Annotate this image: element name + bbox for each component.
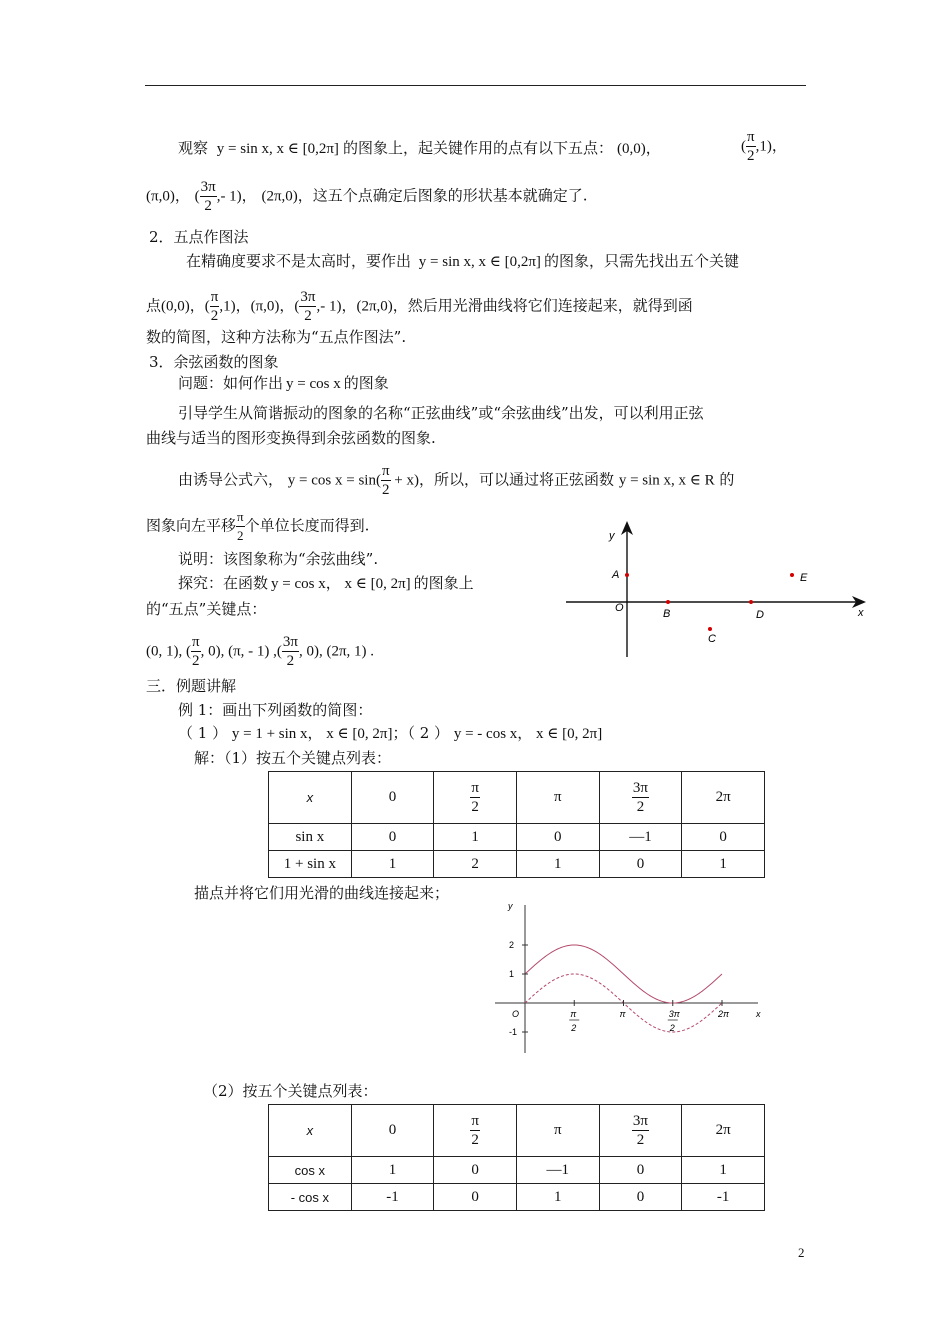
label-o: O: [615, 602, 624, 614]
table-cell: 0: [434, 1157, 517, 1184]
table-cell: 0: [434, 1184, 517, 1211]
y-tick-label: 1: [509, 969, 515, 979]
text: 由诱导公式六，: [178, 470, 284, 489]
fraction: [632, 1112, 649, 1149]
sine-graph-chart: [490, 895, 770, 1060]
table-header-row: [269, 772, 765, 824]
text: 观察: [178, 139, 209, 157]
text-line: 说明：该图象称为“余弦曲线”.: [178, 550, 379, 568]
table-cell: 0: [599, 1157, 682, 1184]
fraction: [236, 508, 245, 545]
y-axis-label: y: [609, 530, 615, 542]
para1-frac-pi2: [741, 128, 787, 165]
point-e: [790, 573, 794, 577]
fraction: [470, 779, 480, 816]
denominator: 2: [204, 198, 212, 214]
table-cell: 1: [516, 1184, 599, 1211]
section2-line1: [186, 251, 739, 272]
math-expr: y = cos x = sin(: [287, 472, 381, 489]
text: 的图象上: [413, 574, 474, 592]
key-points-table-2: [268, 1104, 765, 1211]
label-b: B: [663, 608, 671, 620]
section-title: 三．例题讲解: [146, 677, 237, 695]
text: 的图象: [343, 374, 389, 392]
text-line: （2）按五个关键点列表：: [203, 1082, 378, 1100]
denominator: 2: [286, 653, 295, 669]
math-expr: + x): [390, 472, 420, 489]
numerator: π: [747, 129, 755, 145]
denominator: 2: [237, 528, 244, 543]
denominator: 2: [382, 482, 390, 498]
explore-line: [178, 573, 474, 594]
table-cell: —1: [599, 824, 682, 851]
table-cell: 0: [682, 824, 765, 851]
table-cell: [434, 772, 517, 824]
text: 问题：如何作出: [178, 374, 284, 392]
cosine-points-figure: [560, 515, 880, 665]
text: 然后用光滑曲线将它们连接起来，就得到函: [407, 296, 693, 315]
denominator: 2: [304, 308, 312, 324]
fraction: [299, 288, 316, 325]
table-cell: x: [269, 772, 352, 824]
fraction: [191, 633, 201, 670]
table-cell: 2: [434, 851, 517, 878]
math-expr: ,1)，(π,0)，(: [219, 298, 300, 315]
text: 的图象，只需先找出五个关键: [543, 252, 739, 270]
numerator: 3π: [300, 289, 316, 305]
y-tick-label: -1: [509, 1027, 518, 1037]
table-cell: —1: [516, 1157, 599, 1184]
text: 的: [719, 470, 735, 489]
table-cell: 1: [351, 851, 434, 878]
table-cell: 1: [351, 1157, 434, 1184]
point-d: [749, 600, 753, 604]
text: ；（ 2 ）: [392, 724, 450, 742]
table-cell: [599, 1105, 682, 1157]
point-a: [625, 573, 629, 577]
section2-line2: [146, 288, 693, 325]
math-expr: ,- 1)，(2π,0)，: [316, 298, 408, 315]
fraction: [210, 288, 220, 325]
table-row: [269, 1184, 765, 1211]
text-line: 例 1：画出下列函数的简图：: [178, 701, 373, 719]
table-cell: 0: [351, 1105, 434, 1157]
section-title: 2．五点作图法: [149, 228, 249, 246]
table-cell: 0: [351, 772, 434, 824]
point-c: [708, 627, 712, 631]
numerator: π: [471, 1113, 479, 1129]
table-cell: - cos x: [269, 1184, 352, 1211]
x-tick-label: 3π: [668, 1009, 680, 1019]
table-cell: 0: [599, 1184, 682, 1211]
table-cell: 1: [516, 851, 599, 878]
text: 图象向左平移: [146, 516, 237, 535]
fraction: [200, 178, 217, 215]
math-expr: (0,0)，: [616, 141, 661, 157]
label-c: C: [708, 633, 716, 645]
numerator: π: [381, 463, 390, 479]
numerator: π: [471, 780, 479, 796]
numerator: 3π: [282, 634, 298, 650]
fraction: [632, 779, 649, 816]
text: ，所以，可以通过将正弦函数: [419, 470, 615, 489]
fraction: [381, 462, 391, 499]
x-tick-denominator: 2: [669, 1023, 675, 1033]
text-line: 曲线与适当的图形变换得到余弦函数的图象.: [146, 429, 436, 447]
numerator: 3π: [200, 179, 216, 195]
label-d: D: [756, 609, 764, 621]
five-points-line: [146, 633, 374, 670]
table-cell: 0: [516, 824, 599, 851]
numerator: 3π: [632, 780, 648, 796]
text-line: 的“五点”关键点：: [146, 600, 267, 618]
math-expr: (0, 1), (: [146, 643, 191, 660]
para1-line2: [146, 178, 588, 215]
math-expr: y = - cos x， x ∈ [0, 2π]: [453, 726, 603, 742]
x-tick-label: 2π: [717, 1009, 730, 1019]
question-line: [178, 373, 389, 394]
text: 个单位长度而得到.: [244, 516, 370, 535]
label-e: E: [800, 572, 808, 584]
x-axis-label: x: [858, 607, 864, 619]
math-expr: , 0), (π, - 1) ,(: [200, 643, 282, 660]
x-tick-label: π: [570, 1009, 577, 1019]
table-cell: -1: [682, 1184, 765, 1211]
label-a: A: [612, 569, 620, 581]
math-expr: ,1)，: [755, 138, 787, 155]
table-cell: sin x: [269, 824, 352, 851]
point-b: [666, 600, 670, 604]
key-points-table-1: [268, 771, 765, 878]
denominator: 2: [636, 799, 645, 815]
numerator: 3π: [632, 1113, 648, 1129]
page-number: 2: [798, 1245, 805, 1260]
table-cell: 1: [682, 851, 765, 878]
text: 在精确度要求不是太高时，要作出: [186, 252, 412, 270]
table-cell: cos x: [269, 1157, 352, 1184]
denominator: 2: [192, 653, 200, 669]
paren: (: [741, 138, 746, 155]
math-expr: (0,0)，(: [161, 298, 210, 315]
text: 点: [146, 296, 162, 315]
math-expr: y = sin x, x ∈ [0,2π]: [418, 254, 541, 270]
series-line-1: [525, 945, 722, 1003]
denominator: 2: [471, 799, 479, 815]
text: 探究：在函数: [178, 574, 269, 592]
paren: (: [194, 188, 200, 205]
table-row: [269, 1157, 765, 1184]
math-expr: y = cos x， x ∈ [0, 2π]: [271, 576, 411, 592]
section-title: 3．余弦函数的图象: [149, 353, 279, 371]
example-items-line: [178, 723, 602, 744]
text-line: 解：（1）按五个关键点列表：: [194, 749, 392, 767]
table-cell: π: [516, 772, 599, 824]
table-cell: x: [269, 1105, 352, 1157]
denominator: 2: [210, 308, 219, 324]
header-rule: [145, 85, 806, 86]
numerator: π: [192, 634, 200, 650]
denominator: 2: [747, 148, 755, 164]
text-line: 引导学生从简谐振动的图象的名称“正弦曲线”或“余弦曲线”出发，可以利用正弦: [178, 404, 704, 422]
table-cell: -1: [351, 1184, 434, 1211]
x-tick-denominator: 2: [571, 1023, 577, 1033]
chart-y-label: y: [508, 901, 513, 911]
denominator: 2: [471, 1132, 479, 1148]
math-expr: y = cos x: [286, 376, 341, 392]
math-expr: (π,0)，: [146, 188, 190, 205]
table-row: [269, 851, 765, 878]
numerator: π: [210, 289, 219, 305]
chart-origin-label: O: [512, 1009, 520, 1019]
denominator: 2: [636, 1132, 645, 1148]
numerator: π: [236, 508, 245, 527]
table-cell: π: [516, 1105, 599, 1157]
text-line: 数的简图，这种方法称为“五点作图法”.: [146, 328, 407, 346]
math-expr: ,- 1)，: [216, 188, 257, 205]
table-cell: 1 + sin x: [269, 851, 352, 878]
text: 的图象上，起关键作用的点有以下五点：: [342, 139, 613, 157]
text-line: 描点并将它们用光滑的曲线连接起来；: [194, 884, 450, 902]
math-expr: y = 1 + sin x， x ∈ [0, 2π]: [231, 726, 393, 742]
induction-line: [178, 462, 734, 499]
fraction: [746, 128, 756, 165]
chart-x-label: x: [756, 1009, 761, 1019]
para1-line1: [178, 138, 661, 159]
fraction: [282, 633, 299, 670]
table-cell: [434, 1105, 517, 1157]
shift-line: [146, 508, 369, 545]
x-tick-label: π: [619, 1009, 626, 1019]
math-expr: y = sin x, x ∈ [0,2π]: [216, 141, 339, 157]
text: （ 1 ）: [178, 724, 228, 742]
table-row: [269, 824, 765, 851]
math-expr: (2π,0)，: [261, 188, 313, 205]
table-cell: 2π: [682, 772, 765, 824]
table-cell: 0: [351, 824, 434, 851]
table-cell: 0: [599, 851, 682, 878]
text: 这五个点确定后图象的形状基本就确定了.: [312, 186, 588, 205]
math-expr: , 0), (2π, 1) .: [298, 643, 375, 660]
table-header-row: [269, 1105, 765, 1157]
table-cell: 1: [682, 1157, 765, 1184]
y-tick-label: 2: [509, 940, 515, 950]
table-cell: 1: [434, 824, 517, 851]
table-cell: [599, 772, 682, 824]
fraction: [470, 1112, 480, 1149]
math-expr: y = sin x, x ∈ R: [618, 472, 715, 489]
table-cell: 2π: [682, 1105, 765, 1157]
